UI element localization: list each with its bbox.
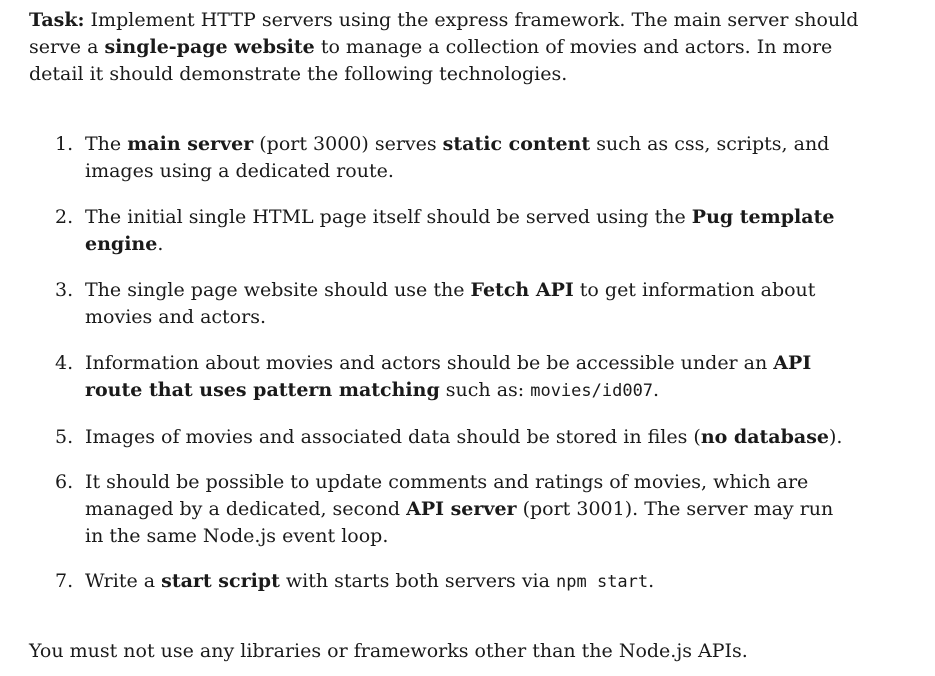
list-item-number: 7. xyxy=(55,570,74,592)
task-text: Implement HTTP servers using the express framework. The main server should serve a xyxy=(29,9,859,58)
task-emphasis: single-page website xyxy=(104,36,315,58)
list-item-emphasis: Fetch API xyxy=(470,279,574,301)
list-item-number: 4. xyxy=(55,352,74,374)
list-item-number: 6. xyxy=(55,471,74,493)
list-item-text: (port 3001). The server may run in the same Node.js event loop. xyxy=(85,498,834,547)
list-item-text: to get information about movies and actors. xyxy=(85,279,816,328)
list-item-emphasis: static content xyxy=(442,133,591,155)
list-item-text: . xyxy=(157,233,164,255)
list-item xyxy=(55,424,845,451)
list-item-number: 2. xyxy=(55,206,74,228)
list-item xyxy=(55,568,845,596)
list-item-text: such as: xyxy=(439,379,531,401)
list-item xyxy=(55,277,845,331)
list-item-text: The single page website should use the xyxy=(85,279,471,301)
list-item-text: . xyxy=(653,379,660,401)
list-item xyxy=(55,131,845,185)
list-item-text: . xyxy=(648,570,655,592)
list-item-text: such as css, scripts, and images using a dedicated route. xyxy=(85,133,830,182)
list-item-text: Information about movies and actors should be be accessible under an xyxy=(85,352,774,374)
list-item-text: with starts both servers via xyxy=(279,570,557,592)
inline-code: npm start xyxy=(556,572,649,592)
list-item-number: 3. xyxy=(55,279,74,301)
list-item-emphasis: API server xyxy=(406,498,517,520)
inline-code: movies/id007 xyxy=(530,381,654,401)
list-item-emphasis: API route that uses pattern matching xyxy=(85,352,812,401)
list-item-text: It should be possible to update comments and ratings of movies, which are managed by a dedicated, second xyxy=(85,471,809,520)
list-item-emphasis: main server xyxy=(127,133,254,155)
list-item-text: Images of movies and associated data should be stored in files ( xyxy=(85,426,701,448)
list-item-text: Write a xyxy=(85,570,162,592)
list-item xyxy=(55,204,845,258)
list-item-text: The xyxy=(85,133,128,155)
list-item xyxy=(55,469,845,550)
list-item-number: 5. xyxy=(55,426,74,448)
footer-paragraph: You must not use any libraries or frameworks other than the Node.js APIs. xyxy=(29,640,748,662)
task-text: to manage a collection of movies and actors. In more detail it should demonstrate the following technologies. xyxy=(29,36,833,85)
list-item xyxy=(55,350,845,405)
list-item-text: ). xyxy=(828,426,843,448)
list-item-emphasis: start script xyxy=(161,570,280,592)
list-item-emphasis: Pug template engine xyxy=(85,206,835,255)
list-item-text: (port 3000) serves xyxy=(253,133,443,155)
list-item-emphasis: no database xyxy=(700,426,829,448)
list-item-text: The initial single HTML page itself should be served using the xyxy=(85,206,692,228)
task-label: Task: xyxy=(29,9,85,31)
list-item-number: 1. xyxy=(55,133,74,155)
task-paragraph xyxy=(29,7,889,88)
requirements-list xyxy=(55,131,845,615)
